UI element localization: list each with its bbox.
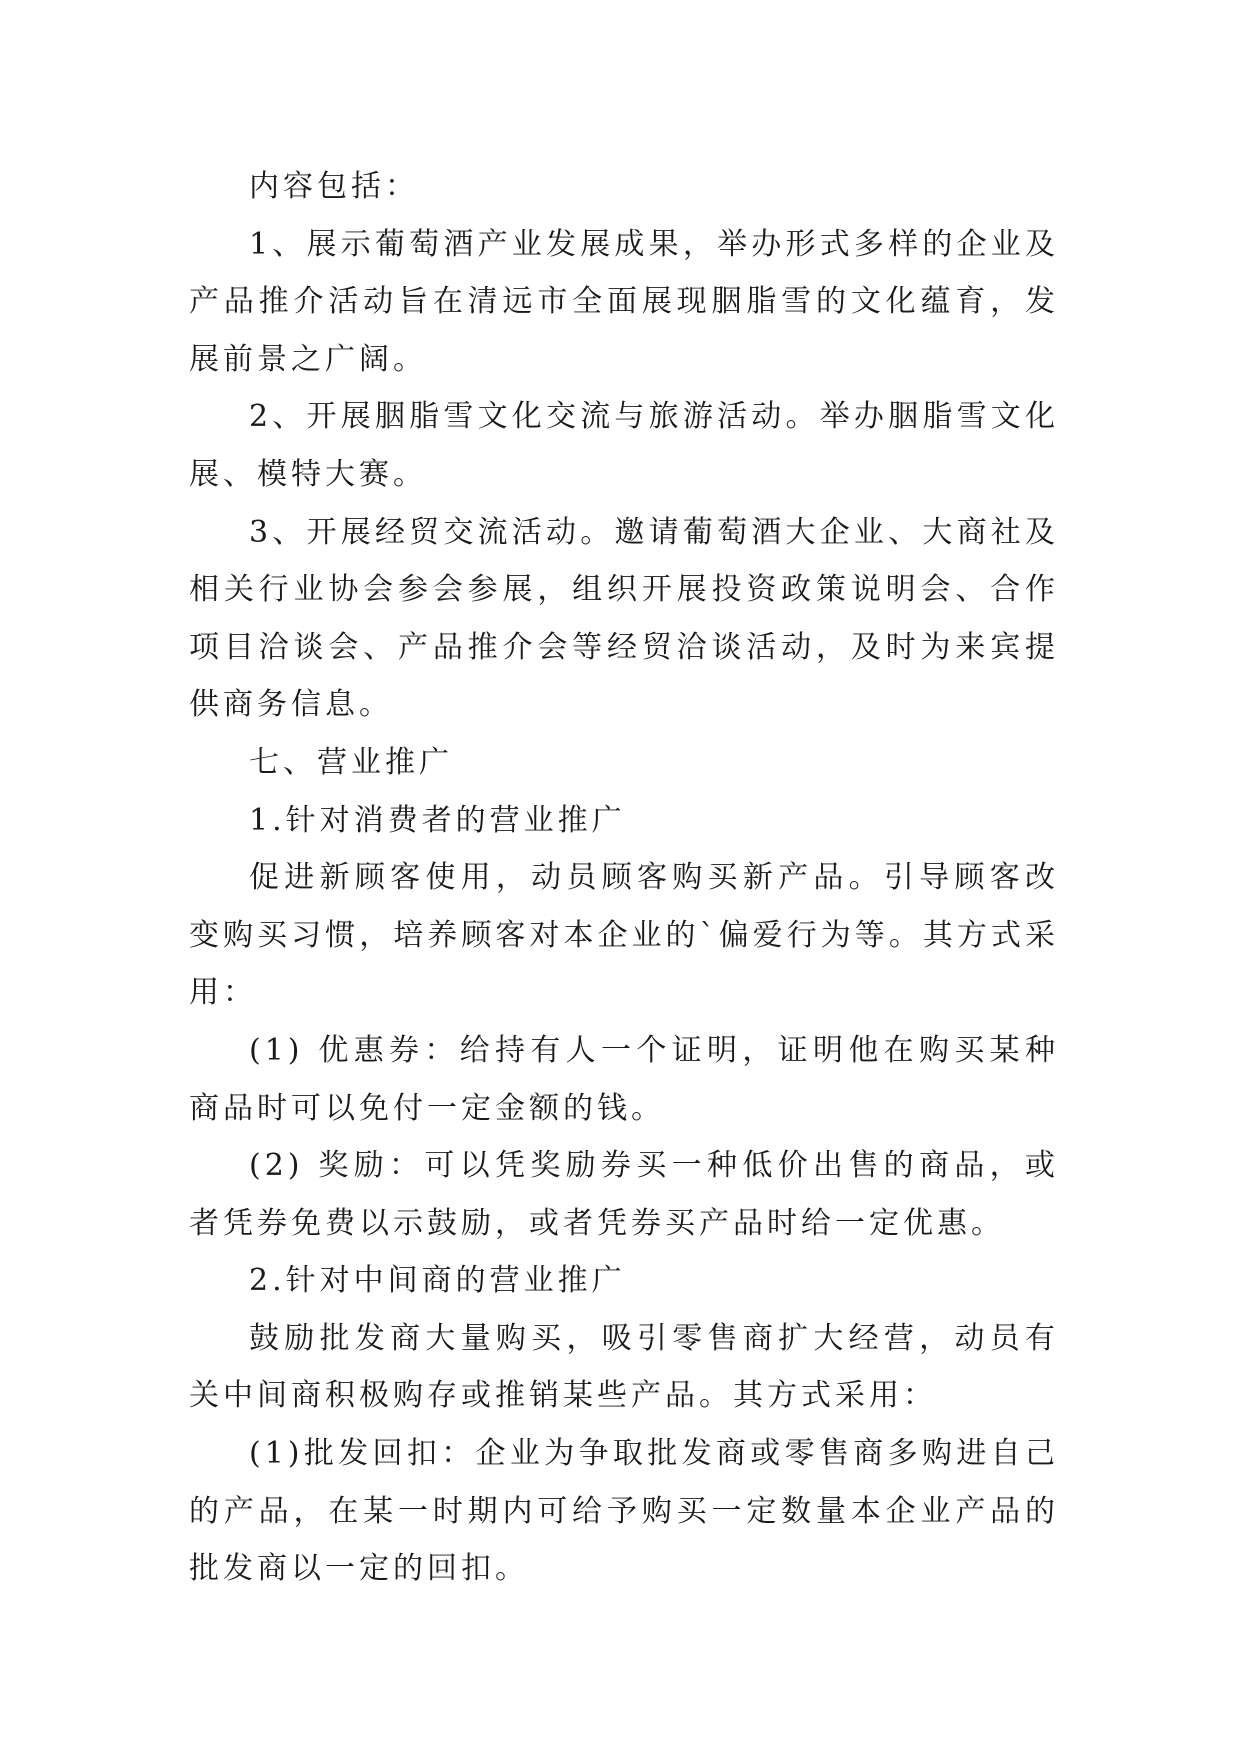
paragraph-consumer-promotion: 促进新顾客使用，动员顾客购买新产品。引导顾客改变购买习惯，培养顾客对本企业的`偏爱行为等。其方式采用： <box>189 860 1059 1011</box>
paragraph-reward: (2) 奖励：可以凭奖励券买一种低价出售的商品，或者凭券免费以示鼓励，或者凭券买产品时给一定优惠。 <box>189 1148 1059 1241</box>
paragraph-item-3: 3、开展经贸交流活动。邀请葡萄酒大企业、大商社及相关行业协会参会参展，组织开展投资政策说明会、合作项目洽谈会、产品推介会等经贸洽谈活动，及时为来宾提供商务信息。 <box>189 514 1059 723</box>
paragraph-content-intro: 内容包括： <box>249 169 419 204</box>
document-body <box>189 158 1059 1598</box>
paragraph-coupon: (1) 优惠券：给持有人一个证明，证明他在购买某种商品时可以免付一定金额的钱。 <box>189 1032 1059 1126</box>
paragraph-wholesale-rebate: (1)批发回扣：企业为争取批发商或零售商多购进自己的产品，在某一时期内可给予购买一定数量本企业产品的批发商以一定的回扣。 <box>189 1436 1059 1587</box>
paragraph-item-1: 1、展示葡萄酒产业发展成果，举办形式多样的企业及产品推介活动旨在清远市全面展现胭脂雪的文化蕴育，发展前景之广阔。 <box>189 226 1059 377</box>
paragraph-intermediary-promotion: 鼓励批发商大量购买，吸引零售商扩大经营，动员有关中间商积极购存或推销某些产品。其方式采用： <box>189 1320 1059 1414</box>
paragraph-item-2: 2、开展胭脂雪文化交流与旅游活动。举办胭脂雪文化展、模特大赛。 <box>189 399 1059 492</box>
subheading-intermediary-promotion: 2.针对中间商的营业推广 <box>249 1263 626 1299</box>
subheading-consumer-promotion: 1.针对消费者的营业推广 <box>249 802 626 838</box>
section-heading-promotion: 七、营业推广 <box>249 744 453 780</box>
